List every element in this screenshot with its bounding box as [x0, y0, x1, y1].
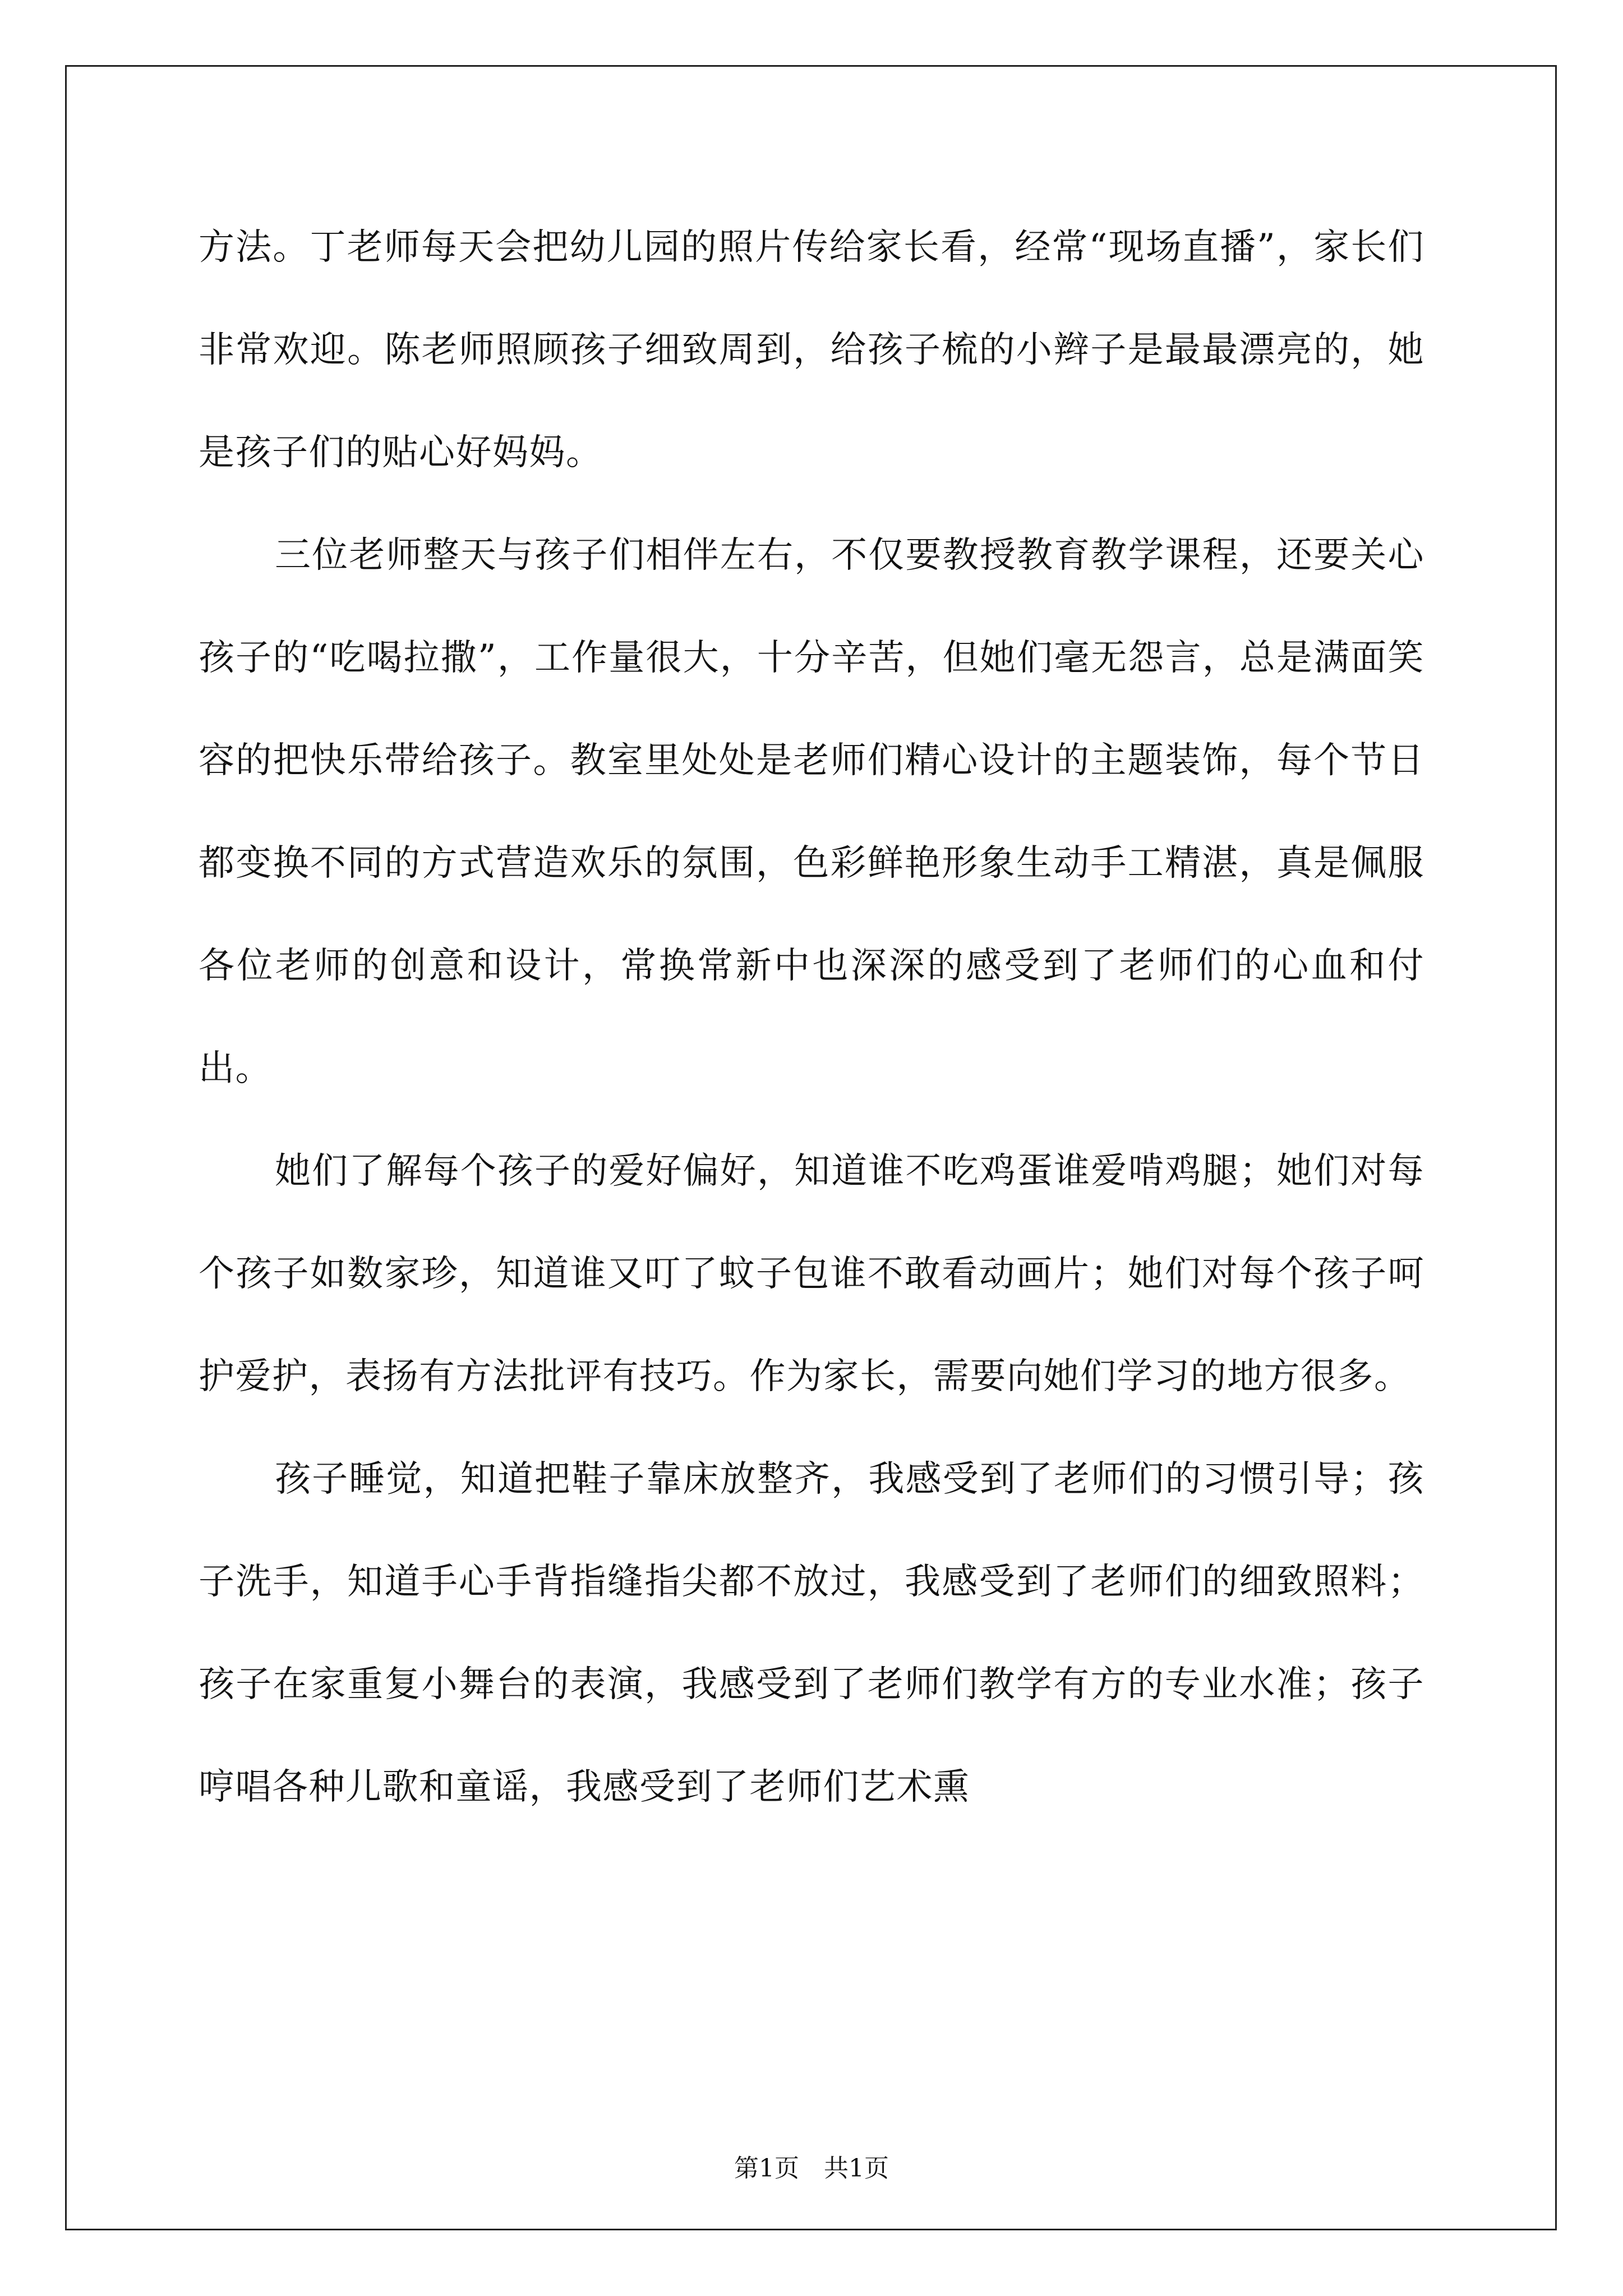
- page-footer: [0, 2152, 1623, 2185]
- page-number: 第1页: [734, 2154, 799, 2183]
- paragraph-2: 三位老师整天与孩子们相伴左右，不仅要教授教育教学课程，还要关心孩子的“吃喝拉撒”，工作量很大，十分辛苦，但她们毫无怨言，总是满面笑容的把快乐带给孩子。教室里处处是老师们精心设计的主题装饰，每个节日都变换不同的方式营造欢乐的氛围，色彩鲜艳形象生动手工精湛，真是佩服各位老师的创意和设计，常换常新中也深深的感受到了老师们的心血和付出。: [199, 535, 1424, 1089]
- document-body: [199, 196, 1424, 1839]
- paragraph-3: 她们了解每个孩子的爱好偏好，知道谁不吃鸡蛋谁爱啃鸡腿；她们对每个孩子如数家珍，知道谁又叮了蚊子包谁不敢看动画片；她们对每个孩子呵护爱护，表扬有方法批评有技巧。作为家长，需要向她们学习的地方很多。: [199, 1151, 1424, 1397]
- paragraph-1: 方法。丁老师每天会把幼儿园的照片传给家长看，经常“现场直播”，家长们非常欢迎。陈老师照顾孩子细致周到，给孩子梳的小辫子是最最漂亮的，她是孩子们的贴心好妈妈。: [199, 227, 1424, 473]
- page-total: 共1页: [824, 2154, 889, 2183]
- paragraph-4: 孩子睡觉，知道把鞋子靠床放整齐，我感受到了老师们的习惯引导；孩子洗手，知道手心手背指缝指尖都不放过，我感受到了老师们的细致照料；孩子在家重复小舞台的表演，我感受到了老师们教学有方的专业水准；孩子哼唱各种儿歌和童谣，我感受到了老师们艺术熏: [199, 1458, 1424, 1808]
